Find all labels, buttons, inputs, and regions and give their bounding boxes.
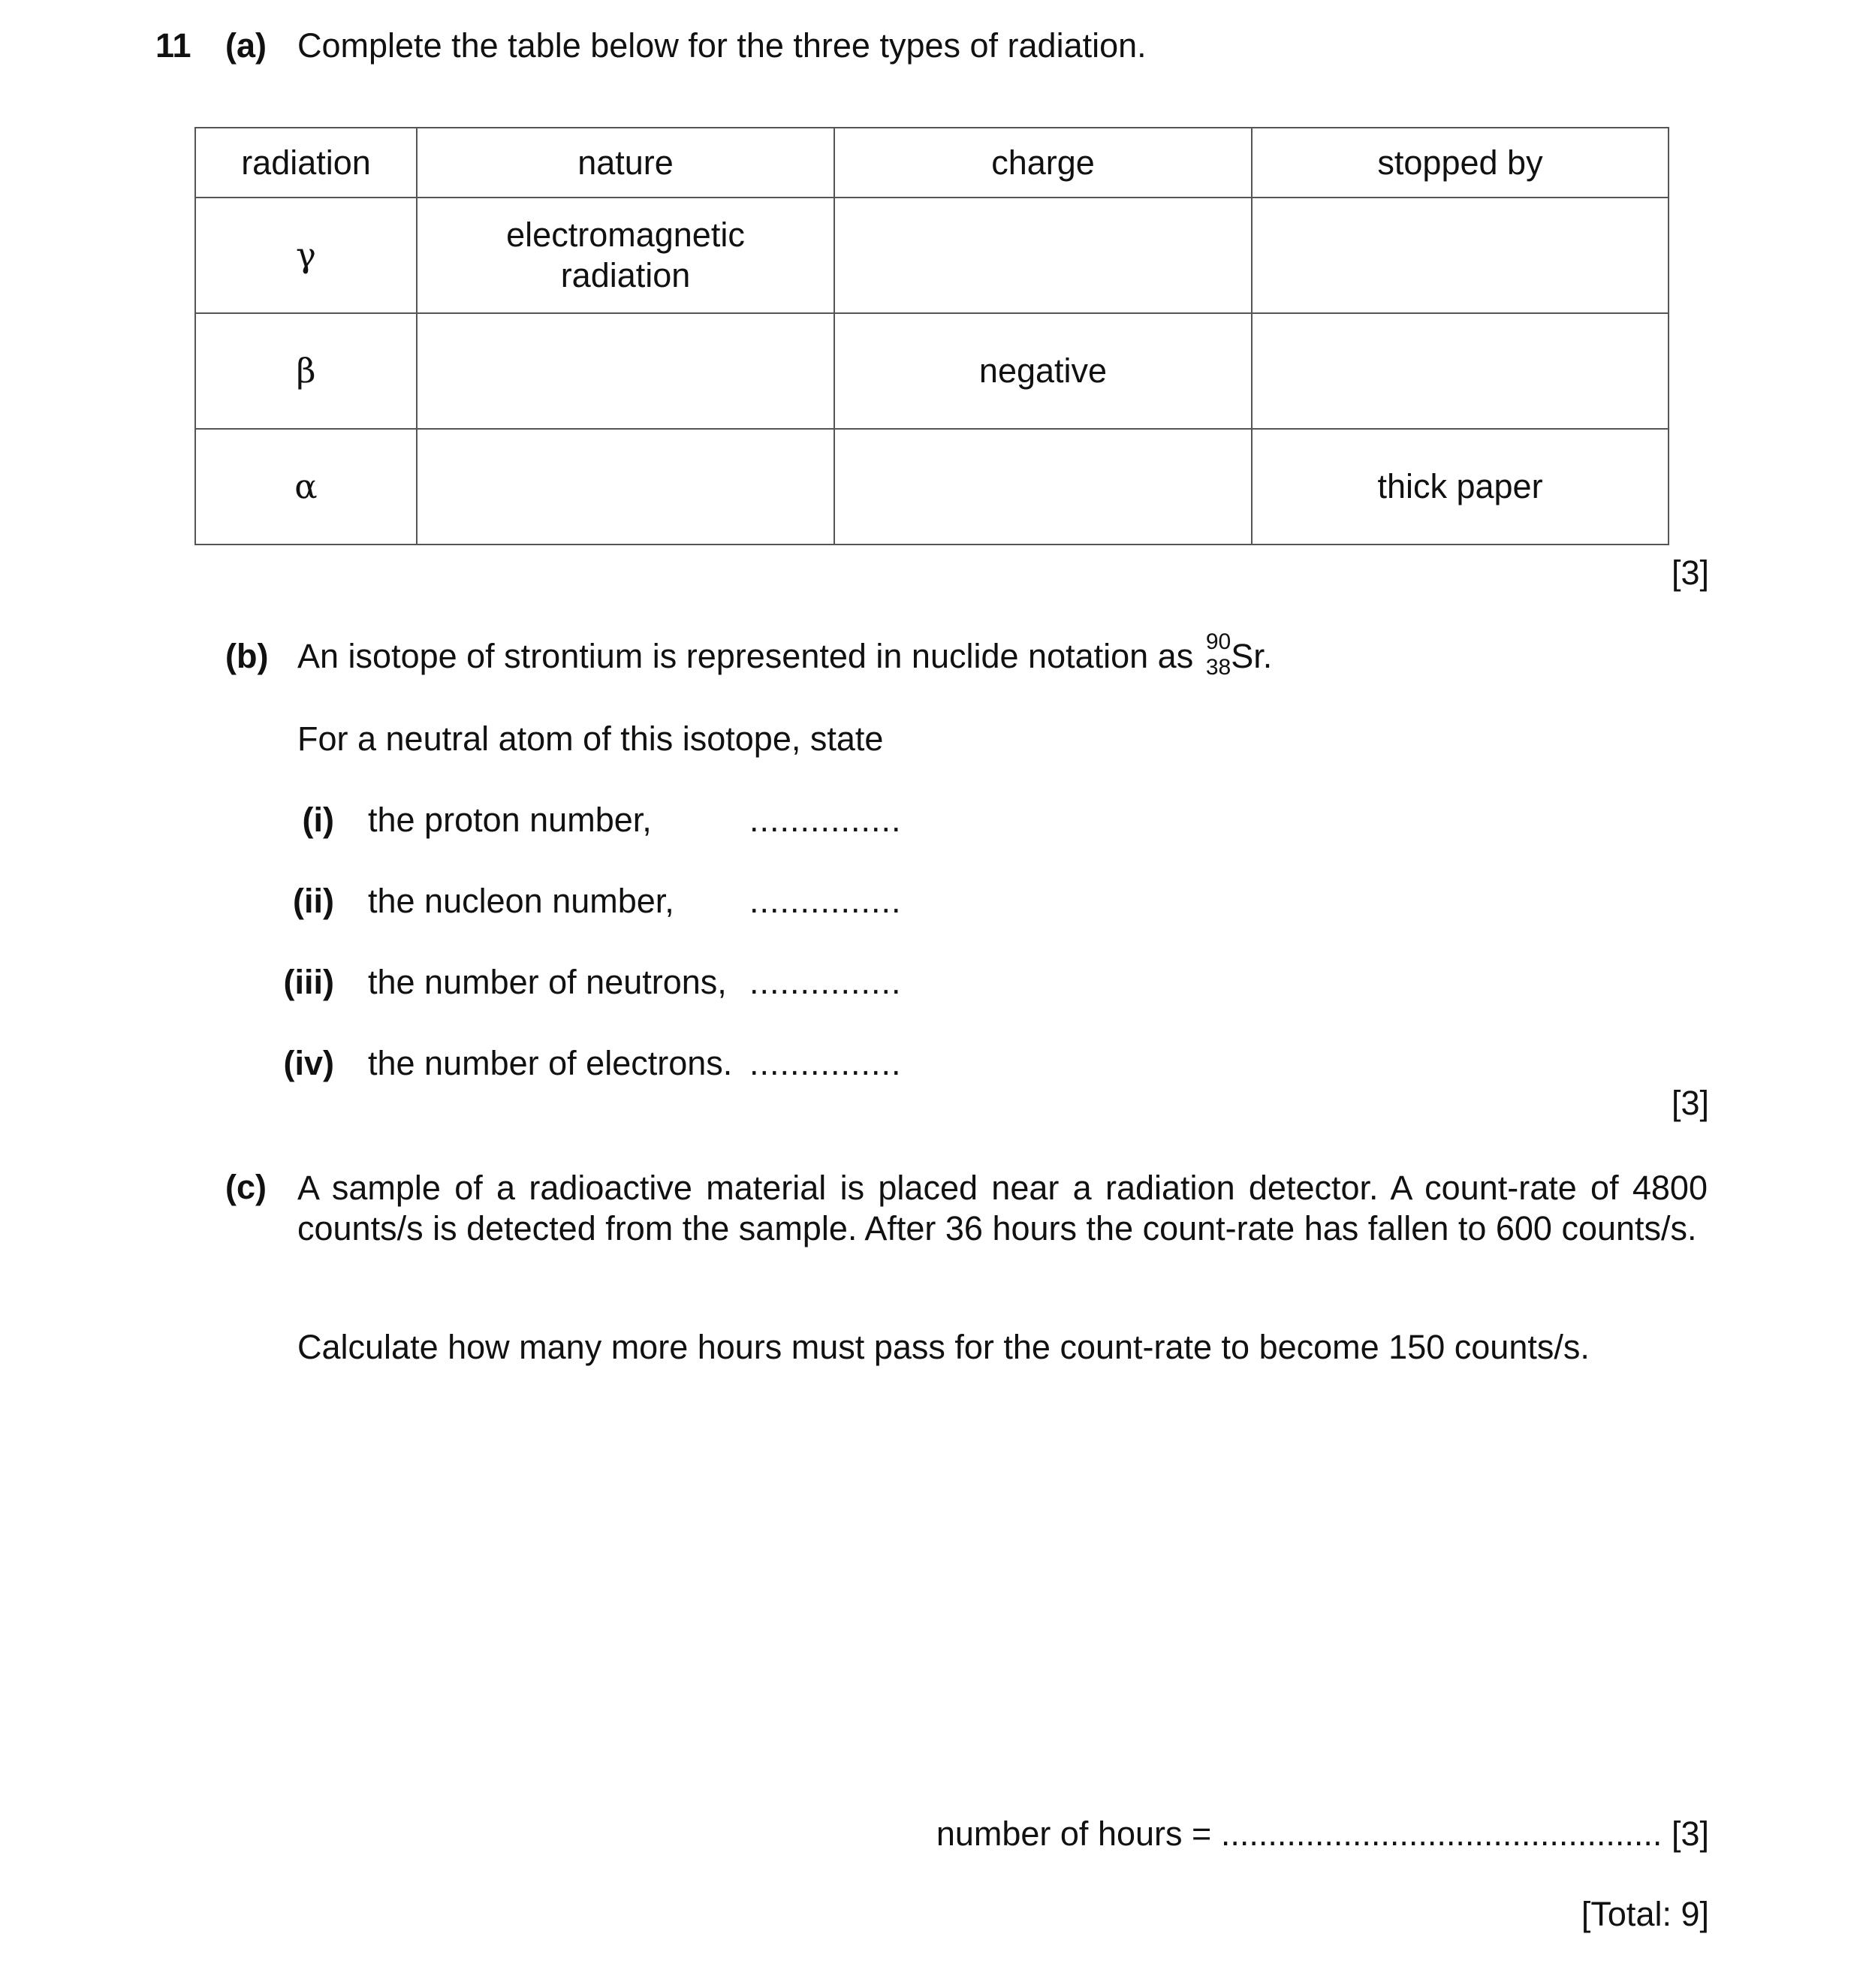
cell-charge-beta: negative bbox=[834, 313, 1252, 429]
part-a-text: Complete the table below for the three types of radiation. bbox=[297, 26, 1147, 65]
cell-stopped-by-gamma[interactable] bbox=[1252, 198, 1669, 313]
part-b-marks: [3] bbox=[1671, 1084, 1709, 1122]
part-c-marks: [3] bbox=[1671, 1815, 1709, 1853]
part-b-instruction: For a neutral atom of this isotope, state bbox=[297, 719, 884, 758]
part-c-calculate: Calculate how many more hours must pass for the count-rate to become 150 counts/s. bbox=[297, 1328, 1590, 1366]
cell-radiation-gamma: γ bbox=[195, 198, 417, 313]
item-i-text: the proton number, bbox=[368, 801, 652, 839]
part-b-label: (b) bbox=[225, 637, 269, 675]
cell-nature-beta[interactable] bbox=[417, 313, 834, 429]
answer-dots[interactable]: ............................................... bbox=[1220, 1815, 1663, 1853]
table-row-gamma bbox=[195, 198, 1669, 313]
total-marks: [Total: 9] bbox=[1581, 1895, 1709, 1933]
cell-radiation-beta: β bbox=[195, 313, 417, 429]
item-i-answer-dots[interactable]: ............... bbox=[749, 801, 902, 839]
radiation-table bbox=[194, 127, 1669, 545]
cell-radiation-alpha: α bbox=[195, 429, 417, 545]
question-number: 11 bbox=[155, 26, 191, 65]
item-ii-answer-dots[interactable]: ............... bbox=[749, 882, 902, 920]
header-stopped-by: stopped by bbox=[1252, 128, 1669, 198]
item-iv-label: (iv) bbox=[283, 1044, 334, 1082]
nature-gamma-line1: electromagnetic bbox=[506, 216, 745, 254]
header-nature: nature bbox=[417, 128, 834, 198]
table-row-alpha bbox=[195, 429, 1669, 545]
header-charge: charge bbox=[834, 128, 1252, 198]
answer-label: number of hours = bbox=[936, 1815, 1212, 1853]
item-i-label: (i) bbox=[302, 801, 334, 839]
cell-stopped-by-beta[interactable] bbox=[1252, 313, 1669, 429]
part-c-label: (c) bbox=[225, 1168, 267, 1206]
cell-charge-alpha[interactable] bbox=[834, 429, 1252, 545]
item-ii-text: the nucleon number, bbox=[368, 882, 674, 920]
answer-line bbox=[936, 1815, 1709, 1854]
item-iii-label: (iii) bbox=[283, 963, 334, 1001]
sentence-end: . bbox=[1262, 637, 1273, 675]
element-symbol: Sr bbox=[1231, 637, 1263, 675]
part-b-text: An isotope of strontium is represented in nuclide notation as bbox=[297, 637, 1194, 675]
atomic-number: 38 bbox=[1205, 655, 1231, 680]
item-iv-text: the number of electrons. bbox=[368, 1044, 733, 1082]
part-c-text: A sample of a radioactive material is placed near a radiation detector. A count-rate of 4800 counts/s is detected from the sample. After 36 hours the count-rate has fallen to 600 counts/s. bbox=[297, 1169, 1708, 1247]
cell-stopped-by-alpha: thick paper bbox=[1252, 429, 1669, 545]
cell-nature-gamma bbox=[417, 198, 834, 313]
item-iv-answer-dots[interactable]: ............... bbox=[749, 1044, 902, 1082]
item-iii-answer-dots[interactable]: ............... bbox=[749, 963, 902, 1001]
cell-charge-gamma[interactable] bbox=[834, 198, 1252, 313]
part-a-label: (a) bbox=[225, 26, 267, 65]
cell-nature-alpha[interactable] bbox=[417, 429, 834, 545]
nuclide-notation bbox=[1201, 629, 1231, 680]
item-ii-label: (ii) bbox=[293, 882, 334, 920]
header-radiation: radiation bbox=[195, 128, 417, 198]
part-b-text-line bbox=[297, 629, 1273, 680]
table-header-row bbox=[195, 128, 1669, 198]
item-iii-text: the number of neutrons, bbox=[368, 963, 727, 1001]
mass-number: 90 bbox=[1205, 629, 1231, 655]
table-row-beta bbox=[195, 313, 1669, 429]
part-a-marks: [3] bbox=[1671, 554, 1709, 592]
nature-gamma-line2: radiation bbox=[560, 256, 691, 294]
